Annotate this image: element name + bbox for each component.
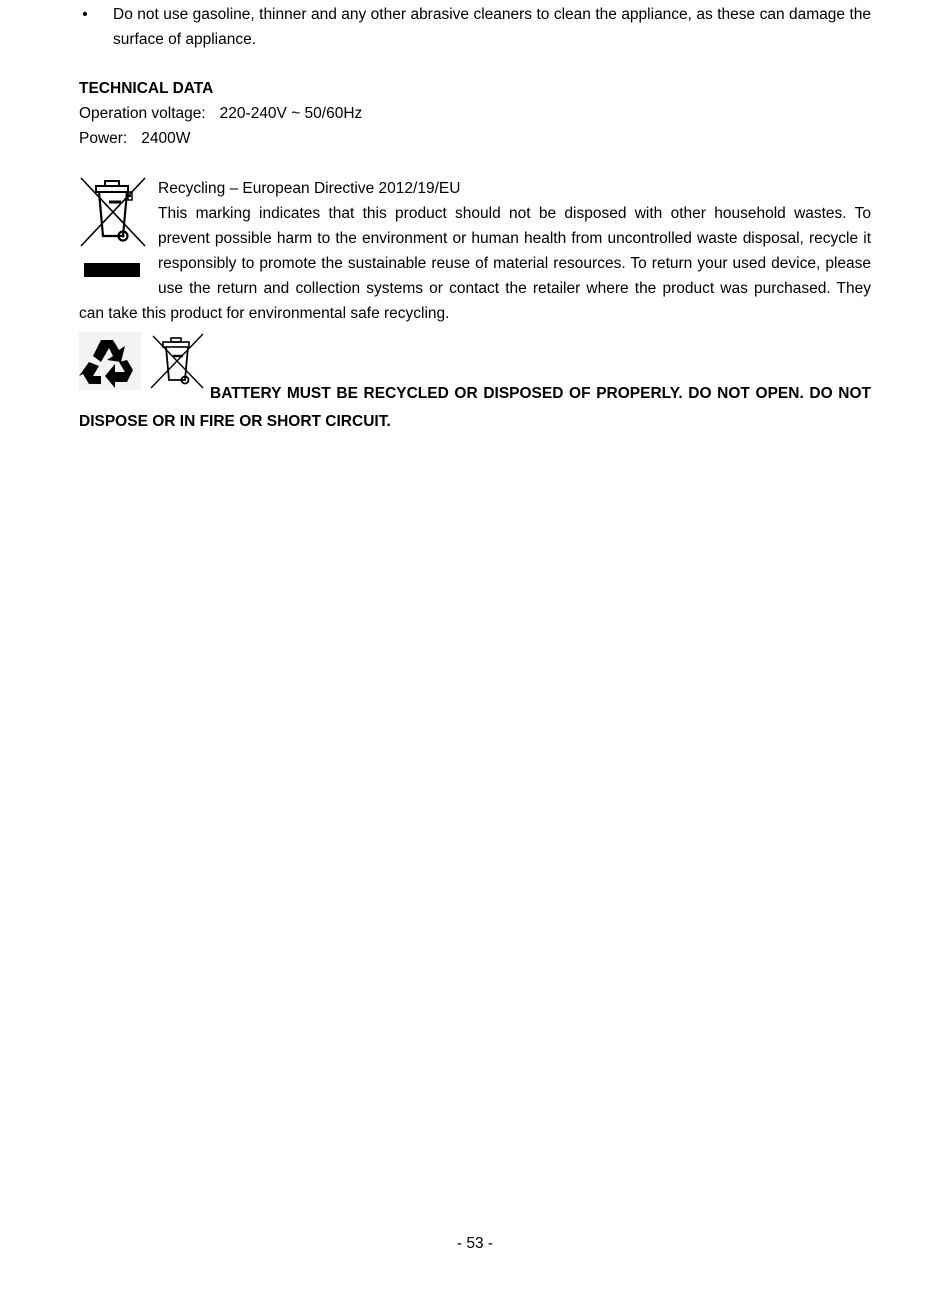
voltage-row xyxy=(79,101,871,126)
battery-warning-text: BATTERY MUST BE RECYCLED OR DISPOSED OF PROPERLY. DO NOT OPEN. DO NOT DISPOSE OR IN FIRE OR SHORT CIRCUIT. xyxy=(79,385,871,430)
bullet-text: Do not use gasoline, thinner and any other abrasive cleaners to clean the appliance, as these can damage the surface of appliance. xyxy=(113,6,871,48)
recycling-body: This marking indicates that this product should not be disposed with other household wastes. To prevent possible harm to the environment or human health from uncontrolled waste disposal, recycle it responsibly to promote the sustainable reuse of material resources. To return your used device, please use the return and collection systems or contact the retailer where the product was purchased. They can take this product for environmental safe recycling. xyxy=(79,205,871,322)
bullet-item xyxy=(79,2,871,52)
bullet-marker: • xyxy=(82,6,88,23)
crossed-out-wheelie-bin-icon xyxy=(79,176,153,280)
power-label: Power: xyxy=(79,130,128,147)
recycling-heading: Recycling – European Directive 2012/19/EU xyxy=(158,180,461,197)
page-number: - 53 - xyxy=(456,1235,494,1252)
power-row xyxy=(79,126,871,151)
power-value: 2400W xyxy=(141,130,191,147)
battery-warning xyxy=(79,380,871,436)
weee-solid-bar xyxy=(84,263,140,277)
recycling-section xyxy=(79,176,871,326)
technical-data-title: TECHNICAL DATA xyxy=(79,80,214,97)
voltage-label: Operation voltage: xyxy=(79,105,206,122)
voltage-value: 220-240V ~ 50/60Hz xyxy=(219,105,363,122)
battery-section xyxy=(79,330,871,436)
technical-data-section xyxy=(79,76,871,151)
